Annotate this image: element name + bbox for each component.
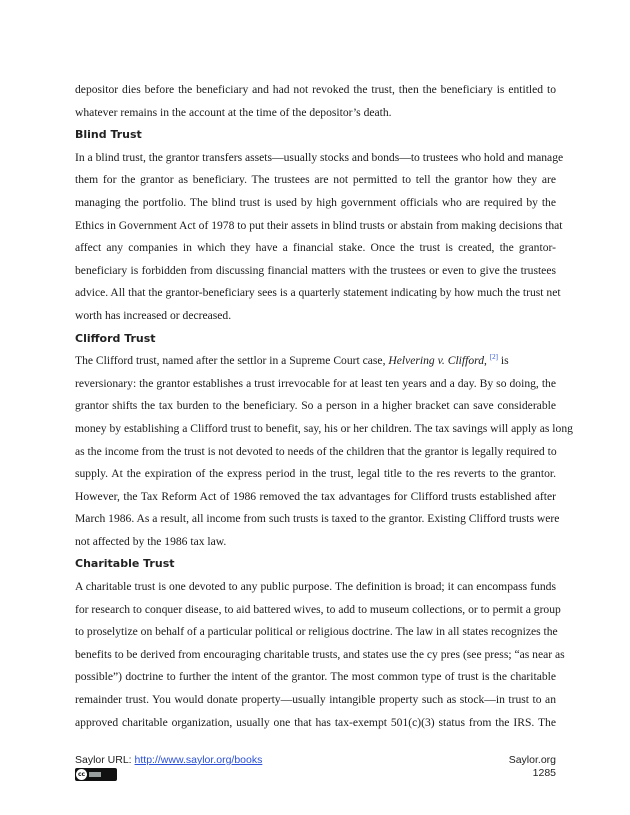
footnote-link[interactable]: [2] <box>489 353 498 362</box>
page-number: 1285 <box>532 767 556 779</box>
text-line: them for the grantor as beneficiary. The trustees are not permitted to tell the grantor how they are <box>75 173 556 187</box>
text-line: worth has increased or decreased. <box>75 308 232 322</box>
footer-page-info <box>509 754 556 780</box>
text-run: , <box>484 354 487 368</box>
section-heading-charitable-trust: Charitable Trust <box>75 557 175 571</box>
text-line: In a blind trust, the grantor transfers assets—usually stocks and bonds—to trustees who hold and manage <box>75 150 564 164</box>
text-run: The Clifford trust, named after the settlor in a Supreme Court case, <box>75 354 389 368</box>
footer-url-label: Saylor URL: <box>75 754 135 766</box>
text-line: reversionary: the grantor establishes a trust irrevocable for at least ten years and a day. By so doing, the <box>75 376 556 390</box>
case-name: Helvering v. Clifford <box>388 354 485 368</box>
text-line: affect any companies in which they have a financial stake. Once the trust is created, the grantor- <box>75 241 556 255</box>
section-heading-blind-trust: Blind Trust <box>75 128 142 142</box>
text-line: as the income from the trust is not devoted to needs of the children that the grantor is legally required to <box>75 444 557 458</box>
text-line: March 1986. As a result, all income from such trusts is taxed to the grantor. Existing Clifford trusts were <box>75 512 560 526</box>
text-line: benefits to be derived from encouraging charitable trusts, and states use the cy pres (see press; “as near as <box>75 647 565 661</box>
text-line: A charitable trust is one devoted to any public purpose. The definition is broad; it can encompass funds <box>75 580 556 594</box>
text-line: money by establishing a Clifford trust to benefit, say, his or her children. The tax savings will apply as long <box>75 421 573 435</box>
text-line: Ethics in Government Act of 1978 to put their assets in blind trusts or abstain from making decisions that <box>75 218 563 232</box>
text-line: for research to conquer disease, to aid battered wives, to add to museum collections, or to permit a group <box>75 602 561 616</box>
text-line: to proselytize on behalf of a particular political or religious doctrine. The law in all states recognizes the <box>75 625 558 639</box>
text-line: approved charitable organization, usually one that has tax-exempt 501(c)(3) status from the IRS. The <box>75 715 556 729</box>
text-line: not affected by the 1986 tax law. <box>75 534 227 548</box>
text-line: depositor dies before the beneficiary and had not revoked the trust, then the beneficiary is entitled to <box>75 83 556 96</box>
text-run: is <box>498 354 509 368</box>
text-line: advice. All that the grantor-beneficiary sees is a quarterly statement indicating by how much the trust net <box>75 286 561 300</box>
document-body <box>75 79 573 734</box>
footer-url-link[interactable]: http://www.saylor.org/books <box>134 754 263 766</box>
text-line: beneficiary is forbidden from discussing financial matters with the trustees or even to give the trustees <box>75 263 556 277</box>
text-line: remainder trust. You would donate property—usually intangible property such as stock—in trust to an <box>75 693 556 707</box>
text-line: However, the Tax Reform Act of 1986 removed the tax advantages for Clifford trusts established after <box>75 489 556 503</box>
text-line: possible”) doctrine to further the intent of the grantor. The most common type of trust is the charitable <box>75 670 556 684</box>
section-heading-clifford-trust: Clifford Trust <box>75 331 156 345</box>
cc-bar <box>89 772 101 777</box>
text-line: managing the portfolio. The blind trust is used by high government officials who are required by the <box>75 195 556 209</box>
text-line: grantor shifts the tax burden to the beneficiary. So a person in a higher bracket can save considerable <box>75 399 556 413</box>
cc-circle: cc <box>77 771 86 778</box>
text-line: whatever remains in the account at the time of the depositor’s death. <box>75 105 392 119</box>
footer-site: Saylor.org <box>508 754 556 766</box>
footer-source <box>75 754 262 766</box>
cc-by-icon <box>75 768 117 781</box>
text-line: supply. At the expiration of the express period in the trust, legal title to the res reverts to the grantor. <box>75 467 556 481</box>
text-line <box>75 350 556 373</box>
